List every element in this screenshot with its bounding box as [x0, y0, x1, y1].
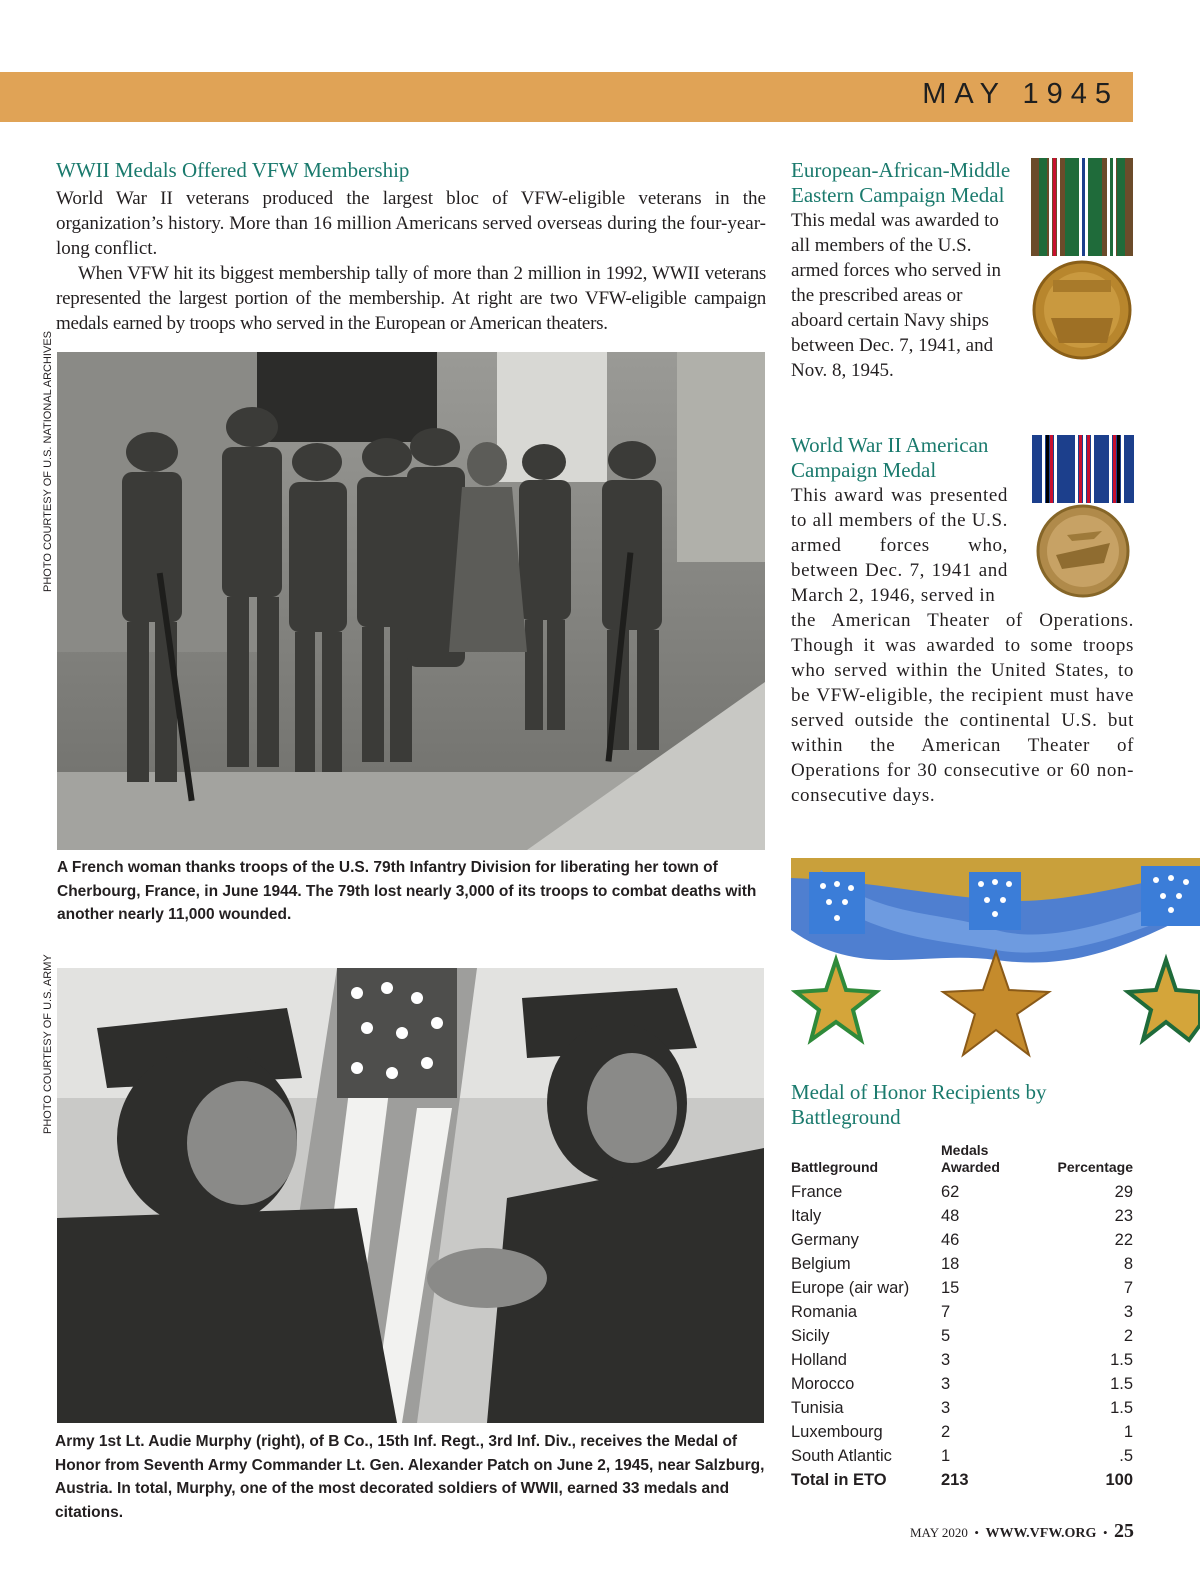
section-banner: [0, 72, 1133, 122]
moh-row-medals: 46: [941, 1231, 960, 1249]
moh-col-battleground: Battleground: [791, 1159, 879, 1175]
moh-row-battleground: Tunisia: [791, 1399, 844, 1417]
footer-bullet-1: •: [974, 1525, 979, 1540]
page-footer: [910, 1520, 1134, 1543]
moh-row-medals: 15: [941, 1279, 960, 1297]
moh-col-percentage: Percentage: [1057, 1159, 1133, 1175]
medals-of-honor-icon: [791, 850, 1200, 1065]
moh-table-row: [791, 1204, 1136, 1228]
moh-row-percentage: .5: [1119, 1447, 1133, 1465]
moh-row-battleground: Holland: [791, 1351, 847, 1369]
moh-row-percentage: 1.5: [1110, 1351, 1133, 1369]
european-campaign-medal-image: [1031, 158, 1133, 363]
moh-row-percentage: 1.5: [1110, 1375, 1133, 1393]
medal-european-section: [791, 158, 1011, 383]
moh-row-battleground: Luxembourg: [791, 1423, 883, 1441]
american-medal-icon: [1032, 435, 1134, 600]
moh-row-percentage: 1: [1123, 1423, 1133, 1441]
moh-row-battleground: Germany: [791, 1231, 859, 1249]
moh-table-row: [791, 1276, 1136, 1300]
photo-caption-1: A French woman thanks troops of the U.S. 79th Infantry Division for liberating her town of Cherbourg, France, in June 1944. The 79th lost nearly 3,000 of its troops to combat deaths with another nearly 11,000 wounded.: [57, 859, 757, 923]
moh-row-battleground: South Atlantic: [791, 1447, 892, 1465]
photo-french-woman-troops: [57, 352, 765, 850]
moh-row-percentage: 3: [1123, 1303, 1133, 1321]
article: [56, 158, 766, 336]
moh-row-medals: 3: [941, 1375, 951, 1393]
moh-row-medals: 2: [941, 1423, 951, 1441]
page-number: 25: [1114, 1520, 1134, 1542]
medal-european-heading: European-African-Middle Eastern Campaign Medal: [791, 158, 1011, 207]
moh-table-row: [791, 1300, 1136, 1324]
article-heading: WWII Medals Offered VFW Membership: [56, 158, 410, 182]
moh-heading: Medal of Honor Recipients by Battleground: [791, 1080, 1047, 1129]
moh-col-medals: Medals Awarded: [941, 1142, 1000, 1175]
medals-of-honor-image: [791, 850, 1200, 1065]
moh-table-row: [791, 1228, 1136, 1252]
moh-row-medals: 48: [941, 1207, 960, 1225]
moh-table: [791, 1142, 1136, 1492]
photo-illustration-1: [57, 352, 765, 850]
medal-european-text: This medal was awarded to all members of the U.S. armed forces who served in the prescribed areas or aboard certain Navy ships between Dec. 7, 1941, and Nov. 8, 1945.: [791, 210, 1001, 381]
moh-table-row: [791, 1180, 1136, 1204]
moh-table-row: [791, 1444, 1136, 1468]
moh-row-percentage: 22: [1114, 1231, 1133, 1249]
moh-row-medals: 3: [941, 1399, 951, 1417]
footer-bullet-2: •: [1102, 1525, 1108, 1540]
moh-total-label: Total in ETO: [791, 1471, 887, 1489]
photo-caption-2: Army 1st Lt. Audie Murphy (right), of B Co., 15th Inf. Regt., 3rd Inf. Div., receives the Medal of Honor from Seventh Army Commander Lt. Gen. Alexander Patch on June 2, 1945, near Salzburg, Austria. In total, Murphy, one of the most decorated soldiers of WWII, earned 33 medals and citations.: [55, 1433, 765, 1521]
moh-row-battleground: Romania: [791, 1303, 858, 1321]
moh-row-percentage: 29: [1114, 1183, 1133, 1201]
moh-total-medals: 213: [941, 1471, 969, 1489]
moh-table-row: [791, 1396, 1136, 1420]
moh-table-row: [791, 1252, 1136, 1276]
article-paragraph-2: When VFW hit its biggest membership tally of more than 2 million in 1992, WWII veterans represented the largest portion of the membership. At right are two VFW-eligible campaign medals earned by troops who served in the European or American theaters.: [56, 263, 766, 334]
article-paragraph-1: World War II veterans produced the largest bloc of VFW-eligible veterans in the organization’s history. More than 16 million Americans served overseas during the four-year-long conflict.: [56, 188, 766, 259]
moh-row-battleground: Italy: [791, 1207, 822, 1225]
moh-table-row: [791, 1348, 1136, 1372]
moh-row-percentage: 2: [1123, 1327, 1133, 1345]
medal-american-text-rest: the American Theater of Operations. Though it was awarded to some troops who served within the United States, to be VFW-eligible, the recipient must have served outside the continental U.S. but within the American Theater of Operations for 30 consecutive or 60 non-consecutive days.: [791, 610, 1134, 806]
moh-table-header: [791, 1142, 1136, 1176]
footer-site: WWW.VFW.ORG: [985, 1526, 1097, 1541]
photo-credit-2: PHOTO COURTESY OF U.S. ARMY: [42, 954, 54, 1134]
moh-row-battleground: France: [791, 1183, 843, 1201]
moh-row-percentage: 8: [1123, 1255, 1133, 1273]
moh-table-row: [791, 1372, 1136, 1396]
moh-row-medals: 3: [941, 1351, 951, 1369]
moh-table-row: [791, 1324, 1136, 1348]
moh-row-medals: 1: [941, 1447, 951, 1465]
moh-row-battleground: Europe (air war): [791, 1279, 910, 1297]
moh-row-battleground: Morocco: [791, 1375, 855, 1393]
medal-american-heading: World War II American Campaign Medal: [791, 433, 989, 482]
medal-american-text-short: This award was presented to all members of the U.S. armed forces who, between Dec. 7, 1941 and March 2, 1946, served in: [791, 485, 1008, 606]
moh-row-medals: 18: [941, 1255, 960, 1273]
banner-title: MAY 1945: [922, 78, 1119, 110]
moh-table-row: [791, 1420, 1136, 1444]
moh-row-medals: 5: [941, 1327, 951, 1345]
photo-illustration-2: [57, 968, 764, 1423]
footer-date: MAY 2020: [909, 1525, 968, 1540]
moh-row-battleground: Belgium: [791, 1255, 851, 1273]
moh-row-percentage: 23: [1114, 1207, 1133, 1225]
moh-total-pct: 100: [1105, 1471, 1133, 1489]
photo-credit-1: PHOTO COURTESY OF U.S. NATIONAL ARCHIVES: [42, 331, 54, 592]
moh-row-percentage: 1.5: [1110, 1399, 1133, 1417]
moh-table-body: [791, 1180, 1136, 1468]
moh-total-row: [791, 1468, 1136, 1492]
moh-row-medals: 62: [941, 1183, 960, 1201]
european-medal-icon: [1031, 158, 1133, 363]
moh-row-medals: 7: [941, 1303, 951, 1321]
moh-row-percentage: 7: [1123, 1279, 1133, 1297]
photo-audie-murphy-medal: [57, 968, 764, 1423]
moh-row-battleground: Sicily: [791, 1327, 830, 1345]
american-campaign-medal-image: [1032, 435, 1134, 600]
